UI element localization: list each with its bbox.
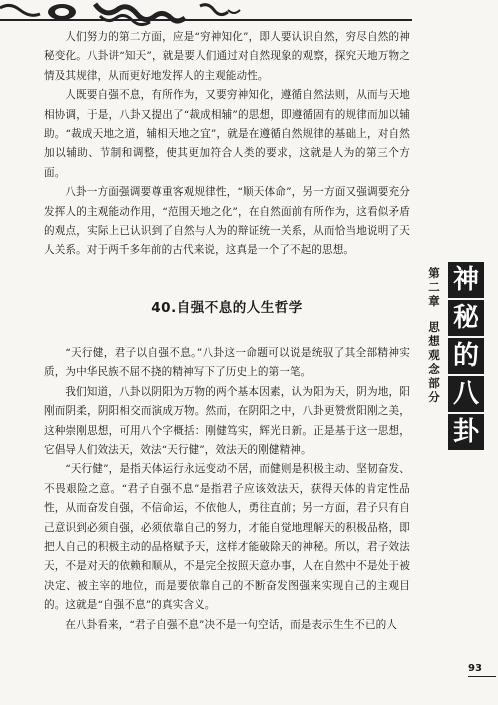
part-char: 部 [428, 376, 440, 390]
part-char: 思 [428, 320, 440, 334]
page-number: 93 [468, 663, 482, 674]
part-char: 念 [428, 362, 440, 376]
paragraph: “天行健”，是指天体运行永远变动不居，而健则是积极主动、坚韧奋发、不畏艰险之意。“君子自强不息”是指君子应该效法天，获得天体的肯定性品性，从而奋发自强，不信命运，不依他人，勇往直前；另一方面，君子只有自己意识到必须自强，必须依靠自己的努力，才能自觉地理解天的积极品格，即把人自己的积极主动的品格赋予天，这样才能破除天的神秘。所以，君子效法天，不是对天的依赖和顺从，不是完全按照天意办事，人在自然中不是处于被决定、被主宰的地位，而是要依靠自己的不断奋发图强来实现自己的主观目的。这就是“自强不息”的真实含义。 [44, 463, 410, 612]
title-char-box: 八 [448, 376, 484, 412]
title-char-box: 的 [448, 338, 484, 374]
chapter-label [424, 266, 444, 404]
paragraph: “天行健，君子以自强不息。”八卦这一命题可以说是统驭了其全部精神实质，为中华民族不屈不挠的精神写下了历史上的第一笔。 [44, 346, 410, 379]
book-title-vertical [448, 262, 488, 452]
paragraph: 我们知道，八卦以阴阳为万物的两个基本因素，认为阳为天，阴为地，阳刚而阴柔，阴阳相交而演成万物。然而，在阴阳之中，八卦更赞赏阳刚之美，这种崇刚思想，可用八个字概括：刚健笃实，辉光日新。正是基于这一思想，它倡导人们效法天，效法“天行健”，效法天的刚健精神。 [44, 385, 410, 456]
title-char-box: 卦 [448, 414, 484, 450]
paragraph: 在八卦看来，“君子自强不息”决不是一句空话，而是表示生生不已的人 [65, 618, 398, 631]
chapter-char: 第 [428, 266, 440, 280]
paragraph: 人们努力的第二方面，应是“穷神知化”，即人要认识自然，穷尽自然的神秘变化。八卦讲“知天”，就是要人们通过对自然现象的观察，探究天地万物之情及其规律，从而更好地发挥人的主观能动性。 [44, 31, 410, 82]
header-rule [0, 19, 412, 21]
section-heading: 40.自强不息的人生哲学 [151, 299, 303, 316]
part-char: 想 [428, 334, 440, 348]
part-char: 分 [428, 390, 440, 404]
body-text [44, 28, 410, 635]
paragraph: 人既要自强不息，有所作为，又要穷神知化，遵循自然法则，从而与天地相协调，于是，八卦又提出了“裁成相辅”的思想，即遵循固有的规律而加以辅助。“裁成天地之道，辅相天地之宜”，就是在遵循自然规律的基础上，对自然加以辅助、节制和调整，使其更加符合人类的要求，这就是人为的第三个方面。 [44, 89, 410, 179]
part-char: 观 [428, 348, 440, 362]
paragraph: 八卦一方面强调要尊重客观规律性，“顺天体命”，另一方面又强调要充分发挥人的主观能动作用，“范围天地之化”，在自然面前有所作为，这看似矛盾的观点，实际上已认识到了自然与人为的辩证统一关系，从而恰当地说明了天人关系。对于两千多年前的古代来说，这真是一个了不起的思想。 [44, 186, 410, 257]
chapter-char: 章 [428, 294, 440, 308]
chapter-char: 二 [428, 280, 440, 294]
page-number-rule [468, 676, 496, 677]
title-char-box: 神 [448, 262, 484, 298]
title-char-box: 秘 [448, 300, 484, 336]
